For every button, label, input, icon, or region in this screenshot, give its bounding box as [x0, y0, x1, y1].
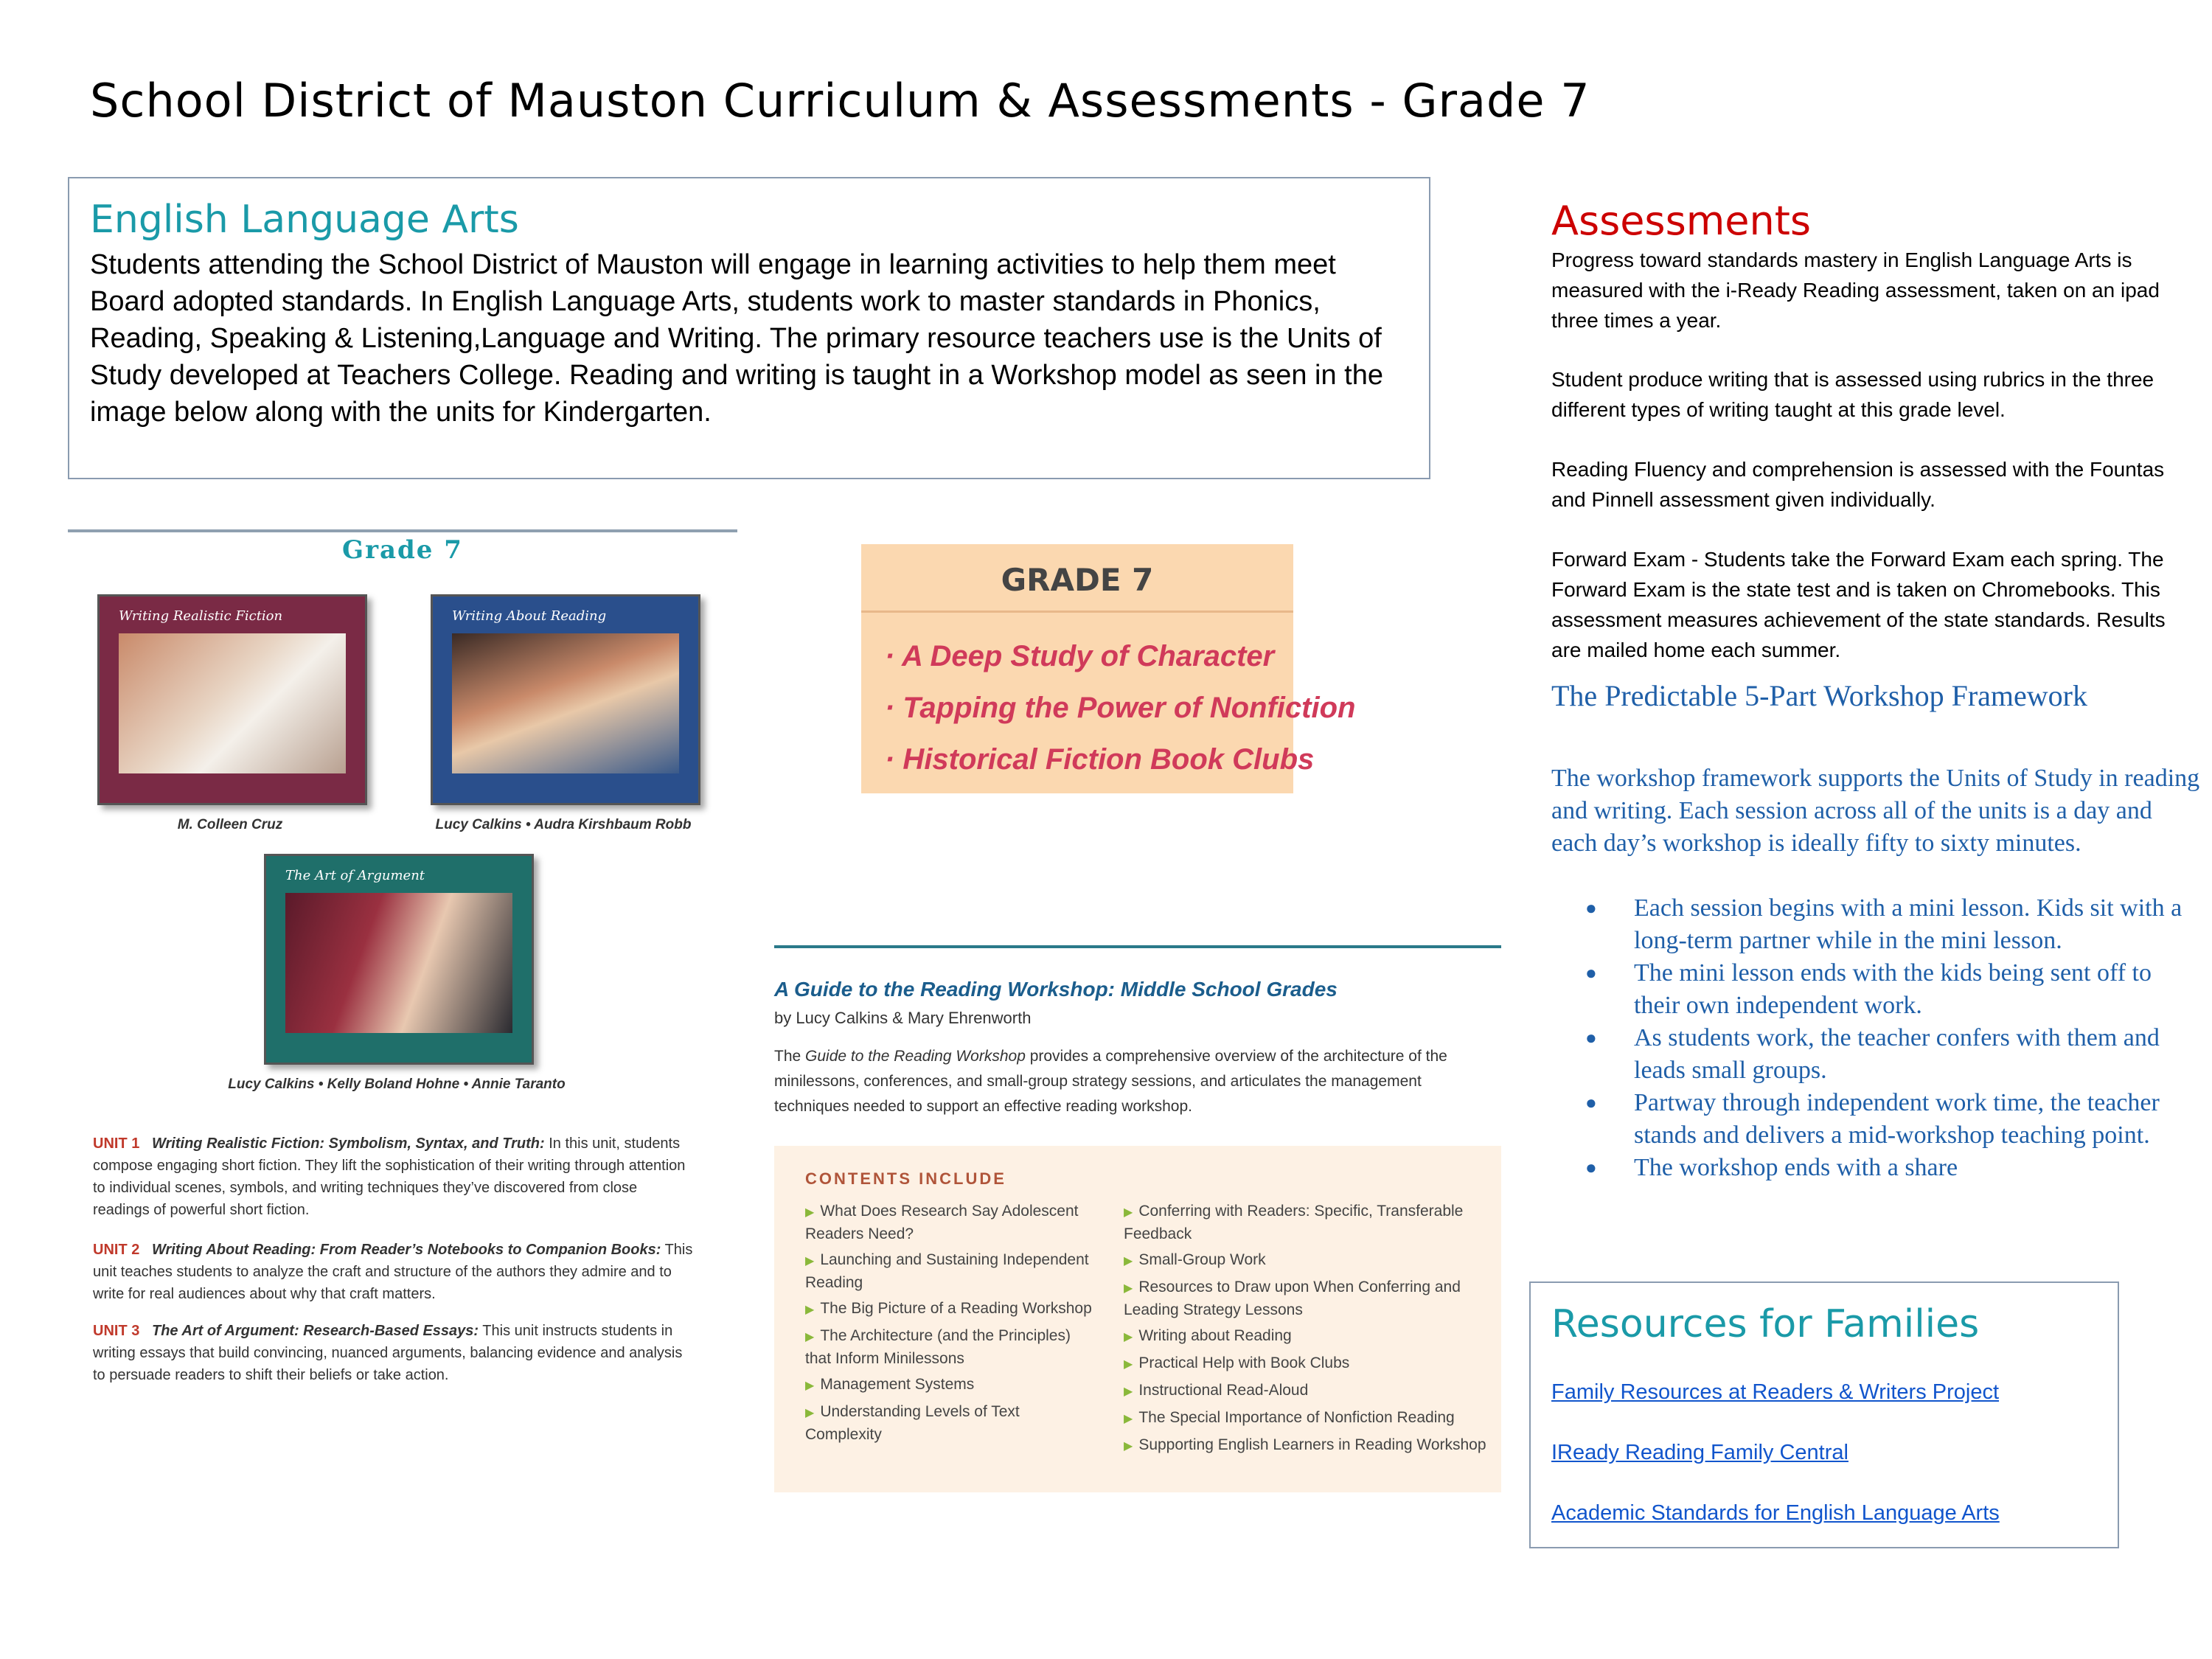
unit-text: In this unit, students compose engaging short fiction. They lift the sophistication of their writing through attention to individual scenes, symbols, and writing techniques they’ve discovered from close readings of powerful short fiction. — [93, 1135, 686, 1218]
contents-item: ▶ The Architecture (and the Principles) that Inform Minilessons — [805, 1327, 1071, 1367]
contents-item: ▶ Practical Help with Book Clubs — [1124, 1354, 1350, 1371]
unit-2 — [93, 1239, 698, 1305]
contents-item: ▶ Small-Group Work — [1124, 1251, 1266, 1268]
unit-3 — [93, 1320, 698, 1386]
book-title: Writing About Reading — [452, 608, 607, 624]
ela-body: Students attending the School District of Mauston will engage in learning activities to help them meet Board adopted standards. In English Language Arts, students work to master standards in Phonics, Reading, Speaking & Listening,Language and Writing. The primary resource teachers use is the Units of Study developed at Teachers College. Reading and writing is taught in a Workshop model as seen in the image below along with the units for Kindergarten. — [90, 249, 1384, 428]
workshop-heading: The Predictable 5-Part Workshop Framework — [1551, 679, 2087, 712]
book-photo — [119, 633, 346, 773]
unit-title: Writing About Reading: From Reader’s Notebooks to Companion Books: — [152, 1242, 661, 1258]
contents-item: ▶ Writing about Reading — [1124, 1327, 1292, 1344]
reading-units-divider — [861, 611, 1293, 613]
book-photo — [452, 633, 679, 773]
contents-item: ▶ What Does Research Say Adolescent Readers Need? — [805, 1203, 1079, 1242]
reading-unit-item: · Historical Fiction Book Clubs — [885, 743, 1315, 776]
bullet-icon: ● — [1585, 897, 1597, 919]
contents-left-list — [805, 1200, 1100, 1450]
contents-right-list — [1124, 1200, 1492, 1461]
workshop-bullet: ● Partway through independent work time, the teacher stands and delivers a mid-workshop teaching point. — [1551, 1087, 2200, 1152]
workshop-list — [1551, 892, 2200, 1184]
contents-item: ▶ Conferring with Readers: Specific, Transferable Feedback — [1124, 1203, 1464, 1242]
bullet-icon: ● — [1585, 1027, 1597, 1048]
book-photo — [285, 893, 512, 1033]
assessment-paragraph: Forward Exam - Students take the Forward Exam each spring. The Forward Exam is the state test and is taken on Chromebooks. This assessment measures achievement of the state standards. Results are mailed home each summer. — [1551, 548, 2166, 661]
book-caption: Lucy Calkins • Audra Kirshbaum Robb — [435, 817, 692, 832]
assessment-paragraph: Progress toward standards mastery in English Language Arts is measured with the i-Ready Reading assessment, taken on an ipad three times a year. — [1551, 248, 2160, 332]
assessment-paragraph: Reading Fluency and comprehension is assessed with the Fountas and Pinnell assessment given individually. — [1551, 458, 2165, 511]
workshop-bullet: ● The workshop ends with a share — [1551, 1152, 2200, 1184]
unit-text: This unit instructs students in writing essays that build convincing, nuanced arguments, balancing evidence and analysis to persuade readers to shift their beliefs or take action. — [93, 1323, 683, 1383]
book-cover-realistic-fiction — [97, 594, 367, 805]
contents-item: ▶ Supporting English Learners in Reading Workshop — [1124, 1436, 1486, 1453]
reading-unit-item: · Tapping the Power of Nonfiction — [885, 692, 1356, 724]
assessments-heading: Assessments — [1551, 198, 1812, 244]
book-title: Writing Realistic Fiction — [119, 608, 283, 624]
ela-heading: English Language Arts — [90, 198, 519, 242]
contents-item: ▶ Launching and Sustaining Independent Reading — [805, 1251, 1089, 1291]
workshop-bullet: ● As students work, the teacher confers with them and leads small groups. — [1551, 1022, 2200, 1087]
reading-unit-item: · A Deep Study of Character — [885, 640, 1275, 672]
contents-item: ▶ Instructional Read-Aloud — [1124, 1382, 1309, 1399]
book-title: The Art of Argument — [285, 868, 425, 883]
contents-item: ▶ Management Systems — [805, 1376, 975, 1393]
book-cover-art-of-argument — [264, 854, 534, 1065]
page-title: School District of Mauston Curriculum & Assessments - Grade 7 — [90, 74, 1590, 128]
reading-units-title: GRADE 7 — [1001, 562, 1154, 598]
unit-label: UNIT 3 — [93, 1323, 140, 1339]
bullet-icon: ● — [1585, 1092, 1597, 1113]
link-family-resources[interactable]: Family Resources at Readers & Writers Project — [1551, 1380, 2000, 1404]
contents-heading: CONTENTS INCLUDE — [805, 1169, 1006, 1188]
book-cover-writing-about-reading — [431, 594, 700, 805]
contents-item: ▶ Resources to Draw upon When Conferring and Leading Strategy Lessons — [1124, 1279, 1461, 1318]
workshop-bullet: ● Each session begins with a mini lesson. Kids sit with a long-term partner while in the mini lesson. — [1551, 892, 2200, 957]
bullet-icon: ● — [1585, 1157, 1597, 1178]
unit-label: UNIT 1 — [93, 1135, 140, 1152]
guide-authors: by Lucy Calkins & Mary Ehrenworth — [774, 1009, 1032, 1027]
contents-item: ▶ The Big Picture of a Reading Workshop — [805, 1300, 1092, 1317]
unit-text: This unit teaches students to analyze the craft and structure of the authors they admire and to write for real audiences about why that craft matters. — [93, 1242, 693, 1302]
grade-label: Grade 7 — [342, 535, 463, 565]
guide-title: A Guide to the Reading Workshop: Middle School Grades — [774, 978, 1338, 1001]
link-academic-standards[interactable]: Academic Standards for English Language Arts — [1551, 1501, 2000, 1525]
unit-title: The Art of Argument: Research-Based Essays: — [152, 1323, 479, 1339]
book-caption: M. Colleen Cruz — [177, 817, 283, 832]
workshop-intro: The workshop framework supports the Units of Study in reading and writing. Each session across all of the units is a day and each day’s workshop is ideally fifty to sixty minutes. — [1551, 765, 2200, 857]
grade-rule — [68, 529, 737, 532]
resources-heading: Resources for Families — [1551, 1302, 1980, 1346]
guide-rule — [774, 945, 1501, 948]
book-caption: Lucy Calkins • Kelly Boland Hohne • Annie Taranto — [228, 1077, 566, 1092]
unit-label: UNIT 2 — [93, 1242, 140, 1258]
contents-item: ▶ The Special Importance of Nonfiction Reading — [1124, 1409, 1455, 1426]
bullet-icon: ● — [1585, 962, 1597, 984]
unit-1 — [93, 1133, 698, 1221]
unit-title: Writing Realistic Fiction: Symbolism, Syntax, and Truth: — [152, 1135, 545, 1152]
workshop-bullet: ● The mini lesson ends with the kids being sent off to their own independent work. — [1551, 957, 2200, 1022]
contents-item: ▶ Understanding Levels of Text Complexity — [805, 1403, 1020, 1443]
assessment-paragraph: Student produce writing that is assessed using rubrics in the three different types of writing taught at this grade level. — [1551, 368, 2154, 421]
guide-description: The Guide to the Reading Workshop provides a comprehensive overview of the architecture of the minilessons, conferences, and small-group strategy sessions, and articulates the management techniques needed to support an effective reading workshop. — [774, 1048, 1447, 1115]
link-iready-family-central[interactable]: IReady Reading Family Central — [1551, 1441, 1848, 1464]
